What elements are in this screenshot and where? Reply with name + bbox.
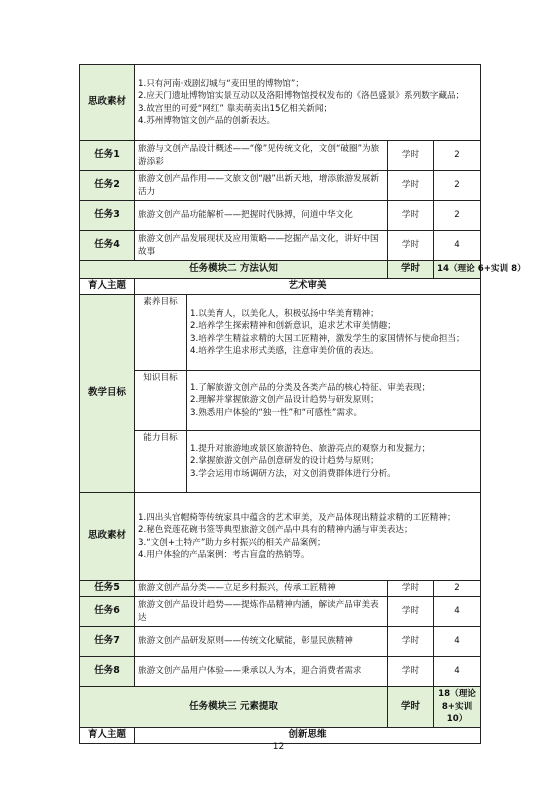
theme-value: 创新思维 <box>135 727 481 743</box>
task-content: 旅游文创产品研发原则——传统文化赋能，彰显民族精神 <box>135 627 388 657</box>
task-row <box>80 597 481 627</box>
task-name: 任务7 <box>80 627 135 657</box>
sz2-label: 思政素材 <box>80 493 135 581</box>
task-name: 任务6 <box>80 597 135 627</box>
module-header <box>80 687 481 728</box>
task-hours-label: 学时 <box>388 657 434 687</box>
task-hours: 2 <box>434 201 481 231</box>
goal-row-zhishi <box>80 371 481 431</box>
module-hours-label: 学时 <box>388 261 434 279</box>
task-content: 旅游文创产品作用——文旅文创“融”出新天地，增添旅游发展新活力 <box>135 171 388 201</box>
task-hours-label: 学时 <box>388 581 434 597</box>
task-row <box>80 171 481 201</box>
goal-item: 2.掌握旅游文创产品创意研发的设计趋势与原则； <box>190 456 379 467</box>
task-hours-label: 学时 <box>388 171 434 201</box>
task-hours: 2 <box>434 171 481 201</box>
task-content: 旅游文创产品功能解析——把握时代脉搏，问道中华文化 <box>135 201 388 231</box>
theme-row <box>80 727 481 743</box>
task-row <box>80 581 481 597</box>
goal-content <box>187 431 481 493</box>
goal-item: 1.以美育人，以美化人，积极弘扬中华美育精神； <box>190 308 379 319</box>
goal-item: 1.提升对旅游地或景区旅游特色、旅游亮点的观察力和发掘力； <box>190 443 431 454</box>
sz1-content <box>135 65 481 141</box>
task-name: 任务8 <box>80 657 135 687</box>
task-name: 任务1 <box>80 141 135 171</box>
course-table <box>79 64 526 744</box>
goal-type: 素养目标 <box>135 295 187 371</box>
task-row <box>80 657 481 687</box>
task-name: 任务2 <box>80 171 135 201</box>
sz2-row <box>80 493 481 581</box>
goal-row-nengli <box>80 431 481 493</box>
task-row <box>80 627 481 657</box>
goal-item: 3.学会运用市场调研方法，对文创消费群体进行分析。 <box>190 468 396 479</box>
sz1-item: 4.苏州博物馆文创产品的创新表达。 <box>138 116 276 126</box>
task-hours: 4 <box>434 657 481 687</box>
goal-item: 2.理解并掌握旅游文创产品设计趋势与研发原则； <box>190 395 379 406</box>
module-title: 任务模块二 方法认知 <box>80 261 388 279</box>
goal-item: 2.培养学生探索精神和创新意识，追求艺术审美情趣； <box>190 321 396 331</box>
theme-value: 艺术审美 <box>135 279 481 295</box>
goal-item: 3.熟悉用户体验的“独一性”和“可感性”需求。 <box>190 407 363 418</box>
task-hours: 4 <box>434 627 481 657</box>
task-hours: 2 <box>434 141 481 171</box>
goal-type: 能力目标 <box>135 431 187 493</box>
module-hours: 18（理论 8+实训 10） <box>434 687 481 728</box>
task-hours-label: 学时 <box>388 231 434 261</box>
task-content: 旅游文创产品发展现状及应用策略——挖掘产品文化，讲好中国故事 <box>135 231 388 261</box>
task-name: 任务5 <box>80 581 135 597</box>
sz2-item: 4.用户体验的产品案例：考古盲盒的热销等。 <box>138 550 310 560</box>
sz1-item: 2.应天门遗址博物馆实景互动以及洛阳博物馆授权发布的《洛邑盛景》系列数字藏品； <box>138 91 465 101</box>
task-hours-label: 学时 <box>388 201 434 231</box>
sz1-row <box>80 65 481 141</box>
task-hours-label: 学时 <box>388 597 434 627</box>
task-row <box>80 141 481 171</box>
module-title: 任务模块三 元素提取 <box>80 687 388 728</box>
task-row <box>80 231 481 261</box>
task-hours: 4 <box>434 597 481 627</box>
sz2-item: 3.“文创+土特产”助力乡村振兴的相关产品案例； <box>138 537 326 548</box>
goal-item: 1.了解旅游文创产品的分类及各类产品的核心特征、审美表现； <box>190 382 431 393</box>
task-content: 旅游文创产品用户体验——秉承以人为本，迎合消费者需求 <box>135 657 388 687</box>
task-content: 旅游文创产品分类——立足乡村振兴，传承工匠精神 <box>135 581 388 597</box>
task-hours-label: 学时 <box>388 627 434 657</box>
goal-content <box>187 371 481 431</box>
goals-label: 教学目标 <box>80 295 135 493</box>
goal-item: 4.培养学生追求形式美感，注意审美价值的表达。 <box>190 346 379 356</box>
page-number: 12 <box>272 742 285 752</box>
goal-item: 3.培养学生精益求精的大国工匠精神，激发学生的家国情怀与使命担当； <box>190 333 465 344</box>
sz2-item: 2.秘色瓷莲花碗书签等典型旅游文创产品中具有的精神内涵与审美表达； <box>138 525 413 535</box>
goal-type: 知识目标 <box>135 371 187 431</box>
theme-label: 育人主题 <box>80 279 135 295</box>
task-name: 任务3 <box>80 201 135 231</box>
task-hours: 2 <box>434 581 481 597</box>
task-hours-label: 学时 <box>388 141 434 171</box>
task-content: 旅游文创产品设计趋势——提炼作品精神内涵，解读产品审美表达 <box>135 597 388 627</box>
sz1-item: 3.故宫里的可爱“网红” 靠卖萌卖出15亿相关新闻； <box>138 103 333 114</box>
sz2-content <box>135 493 481 581</box>
theme-row <box>80 279 481 295</box>
goal-row-suyang <box>80 295 481 371</box>
sz1-item: 1.只有河南·戏剧幻城与“麦田里的博物馆”； <box>138 78 304 89</box>
sz1-label: 思政素材 <box>80 65 135 141</box>
module-hours-label: 学时 <box>388 687 434 728</box>
goal-content <box>187 295 481 371</box>
task-row <box>80 201 481 231</box>
task-content: 旅游与文创产品设计概述——“像”见传统文化，文创“破圈”为旅游添彩 <box>135 141 388 171</box>
task-hours: 4 <box>434 231 481 261</box>
theme-label: 育人主题 <box>80 727 135 743</box>
task-name: 任务4 <box>80 231 135 261</box>
module-header <box>80 261 481 279</box>
module-hours: 14（理论 6+实训 8） <box>434 261 481 279</box>
sz2-item: 1.四出头官帽椅等传统家具中蕴含的艺术审美，及产品体现出精益求精的工匠精神； <box>138 512 456 523</box>
